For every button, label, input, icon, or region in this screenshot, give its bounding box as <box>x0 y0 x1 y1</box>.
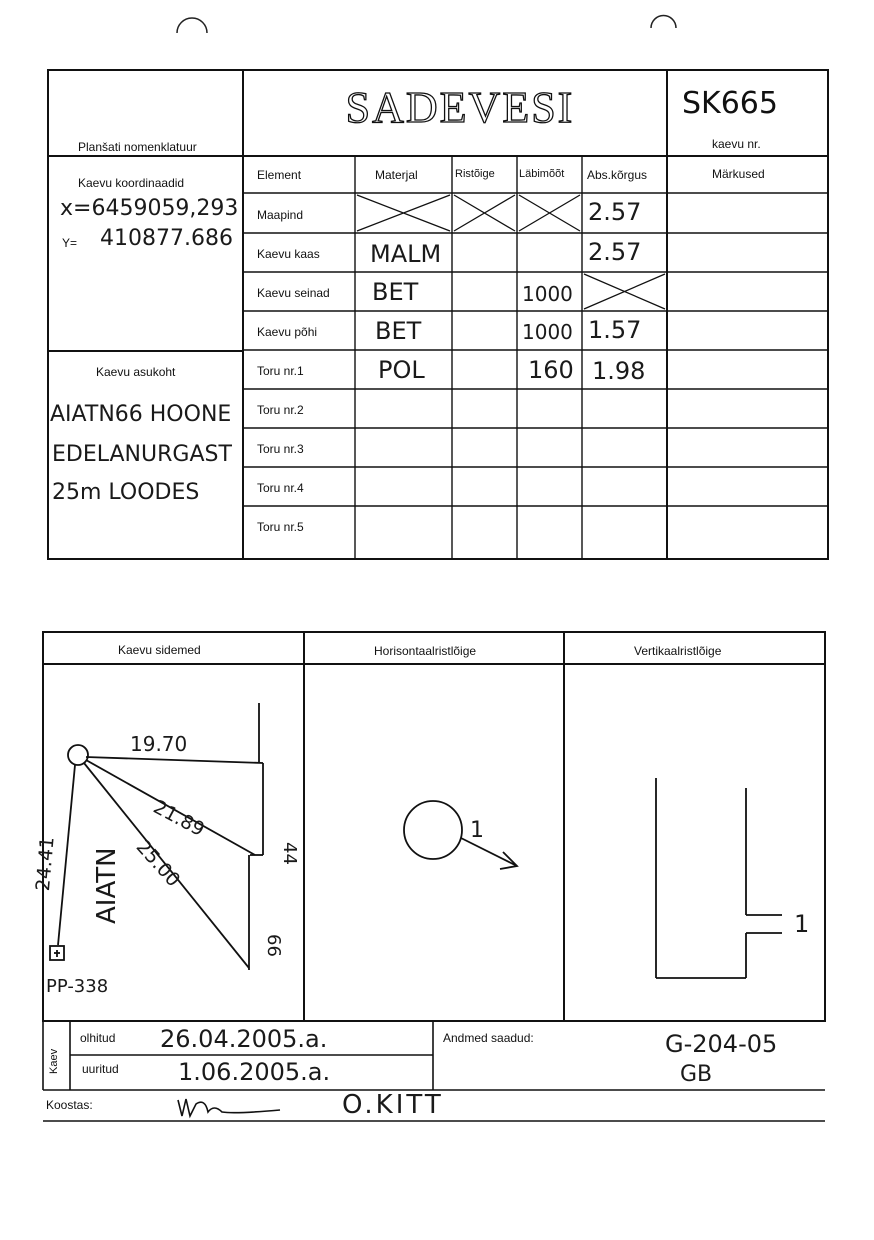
row-element: Kaevu põhi <box>257 325 318 339</box>
row-element: Kaevu kaas <box>257 247 320 261</box>
data-source-label: Andmed saadud: <box>443 1031 534 1045</box>
location-line-3: 25m LOODES <box>52 480 200 505</box>
cell-abs: 1.98 <box>592 357 646 385</box>
tie-distance-1: 19.70 <box>130 732 188 756</box>
data-source-code: G-204-05 <box>665 1030 778 1058</box>
footer-well-label: Kaev <box>48 1048 60 1074</box>
col-header-vertical: Vertikaalristlõige <box>634 644 722 658</box>
pipe-label-horizontal: 1 <box>470 818 484 843</box>
composer-name: O.KITT <box>342 1090 444 1120</box>
cell-abs: 2.57 <box>588 238 642 266</box>
cell-abs: 2.57 <box>588 198 642 226</box>
house-number-b: 66 <box>263 934 284 957</box>
location-line-2: EDELANURGAST <box>52 442 232 467</box>
header-materjal: Materjal <box>375 168 418 182</box>
row-element: Toru nr.3 <box>257 442 304 456</box>
form-title: SADEVESI <box>345 83 575 132</box>
row-element: Toru nr.4 <box>257 481 304 495</box>
tie-distance-4: 24.41 <box>32 835 59 892</box>
punch-hole-mark-right <box>651 16 676 29</box>
cell-material: POL <box>378 356 425 384</box>
composed-label: Koostas: <box>46 1098 93 1112</box>
tie-distance-2: 21.89 <box>149 796 209 841</box>
sk-number: SK665 <box>682 86 778 121</box>
surveyed-label: olhitud <box>80 1031 116 1045</box>
header-element: Element <box>257 168 302 182</box>
col-header-horizontal: Horisontaalristlõige <box>374 644 477 658</box>
header-abs-korgus: Abs.kõrgus <box>587 168 648 182</box>
well-no-label: kaevu nr. <box>712 137 761 151</box>
punch-hole-mark-left <box>177 18 207 33</box>
crossed-cell-materjal <box>357 195 450 231</box>
location-line-1: AIATN66 HOONE <box>50 402 232 427</box>
cell-diameter: 1000 <box>522 282 573 306</box>
row-element: Toru nr.2 <box>257 403 304 417</box>
row-element: Toru nr.1 <box>257 364 304 378</box>
cell-abs: 1.57 <box>588 316 642 344</box>
cell-material: MALM <box>370 240 442 268</box>
cell-diameter: 1000 <box>522 320 573 344</box>
crossed-cell-labimoot <box>519 195 580 231</box>
cell-material: BET <box>375 317 422 345</box>
row-element: Kaevu seinad <box>257 286 330 300</box>
benchmark-label: PP-338 <box>46 976 109 997</box>
vertical-section <box>656 778 782 978</box>
house-number-a: 44 <box>279 842 300 865</box>
street-name: AIATN <box>92 847 122 924</box>
crossed-cell-ristloige <box>454 195 515 231</box>
coordinate-y: 410877.686 <box>100 226 233 251</box>
crossed-cell-abs-seinad <box>584 274 665 309</box>
cell-material: BET <box>372 278 419 306</box>
checked-date: 1.06.2005.a. <box>178 1058 331 1086</box>
row-element: Toru nr.5 <box>257 520 304 534</box>
data-source-sub: GB <box>680 1062 713 1087</box>
cell-diameter: 160 <box>528 356 574 384</box>
col-header-ties: Kaevu sidemed <box>118 643 201 657</box>
header-labimoot: Läbimõõt <box>519 168 565 180</box>
coordinate-y-prefix: Y= <box>62 236 78 250</box>
pipe-label-vertical: 1 <box>794 910 810 938</box>
checked-label: uuritud <box>82 1062 119 1076</box>
coordinate-x: x=6459059,293 <box>60 196 239 221</box>
signature-scribble <box>178 1099 280 1116</box>
horizontal-section <box>404 801 517 869</box>
row-element: Maapind <box>257 208 304 222</box>
surveyed-date: 26.04.2005.a. <box>160 1025 328 1053</box>
header-ristloige: Ristõige <box>455 168 495 180</box>
header-markused: Märkused <box>712 167 765 181</box>
tie-distance-3: 25.00 <box>131 836 185 892</box>
plan-nomenclature-label: Planšati nomenklatuur <box>78 140 197 154</box>
coordinates-label: Kaevu koordinaadid <box>78 176 185 190</box>
location-label: Kaevu asukoht <box>96 365 176 379</box>
